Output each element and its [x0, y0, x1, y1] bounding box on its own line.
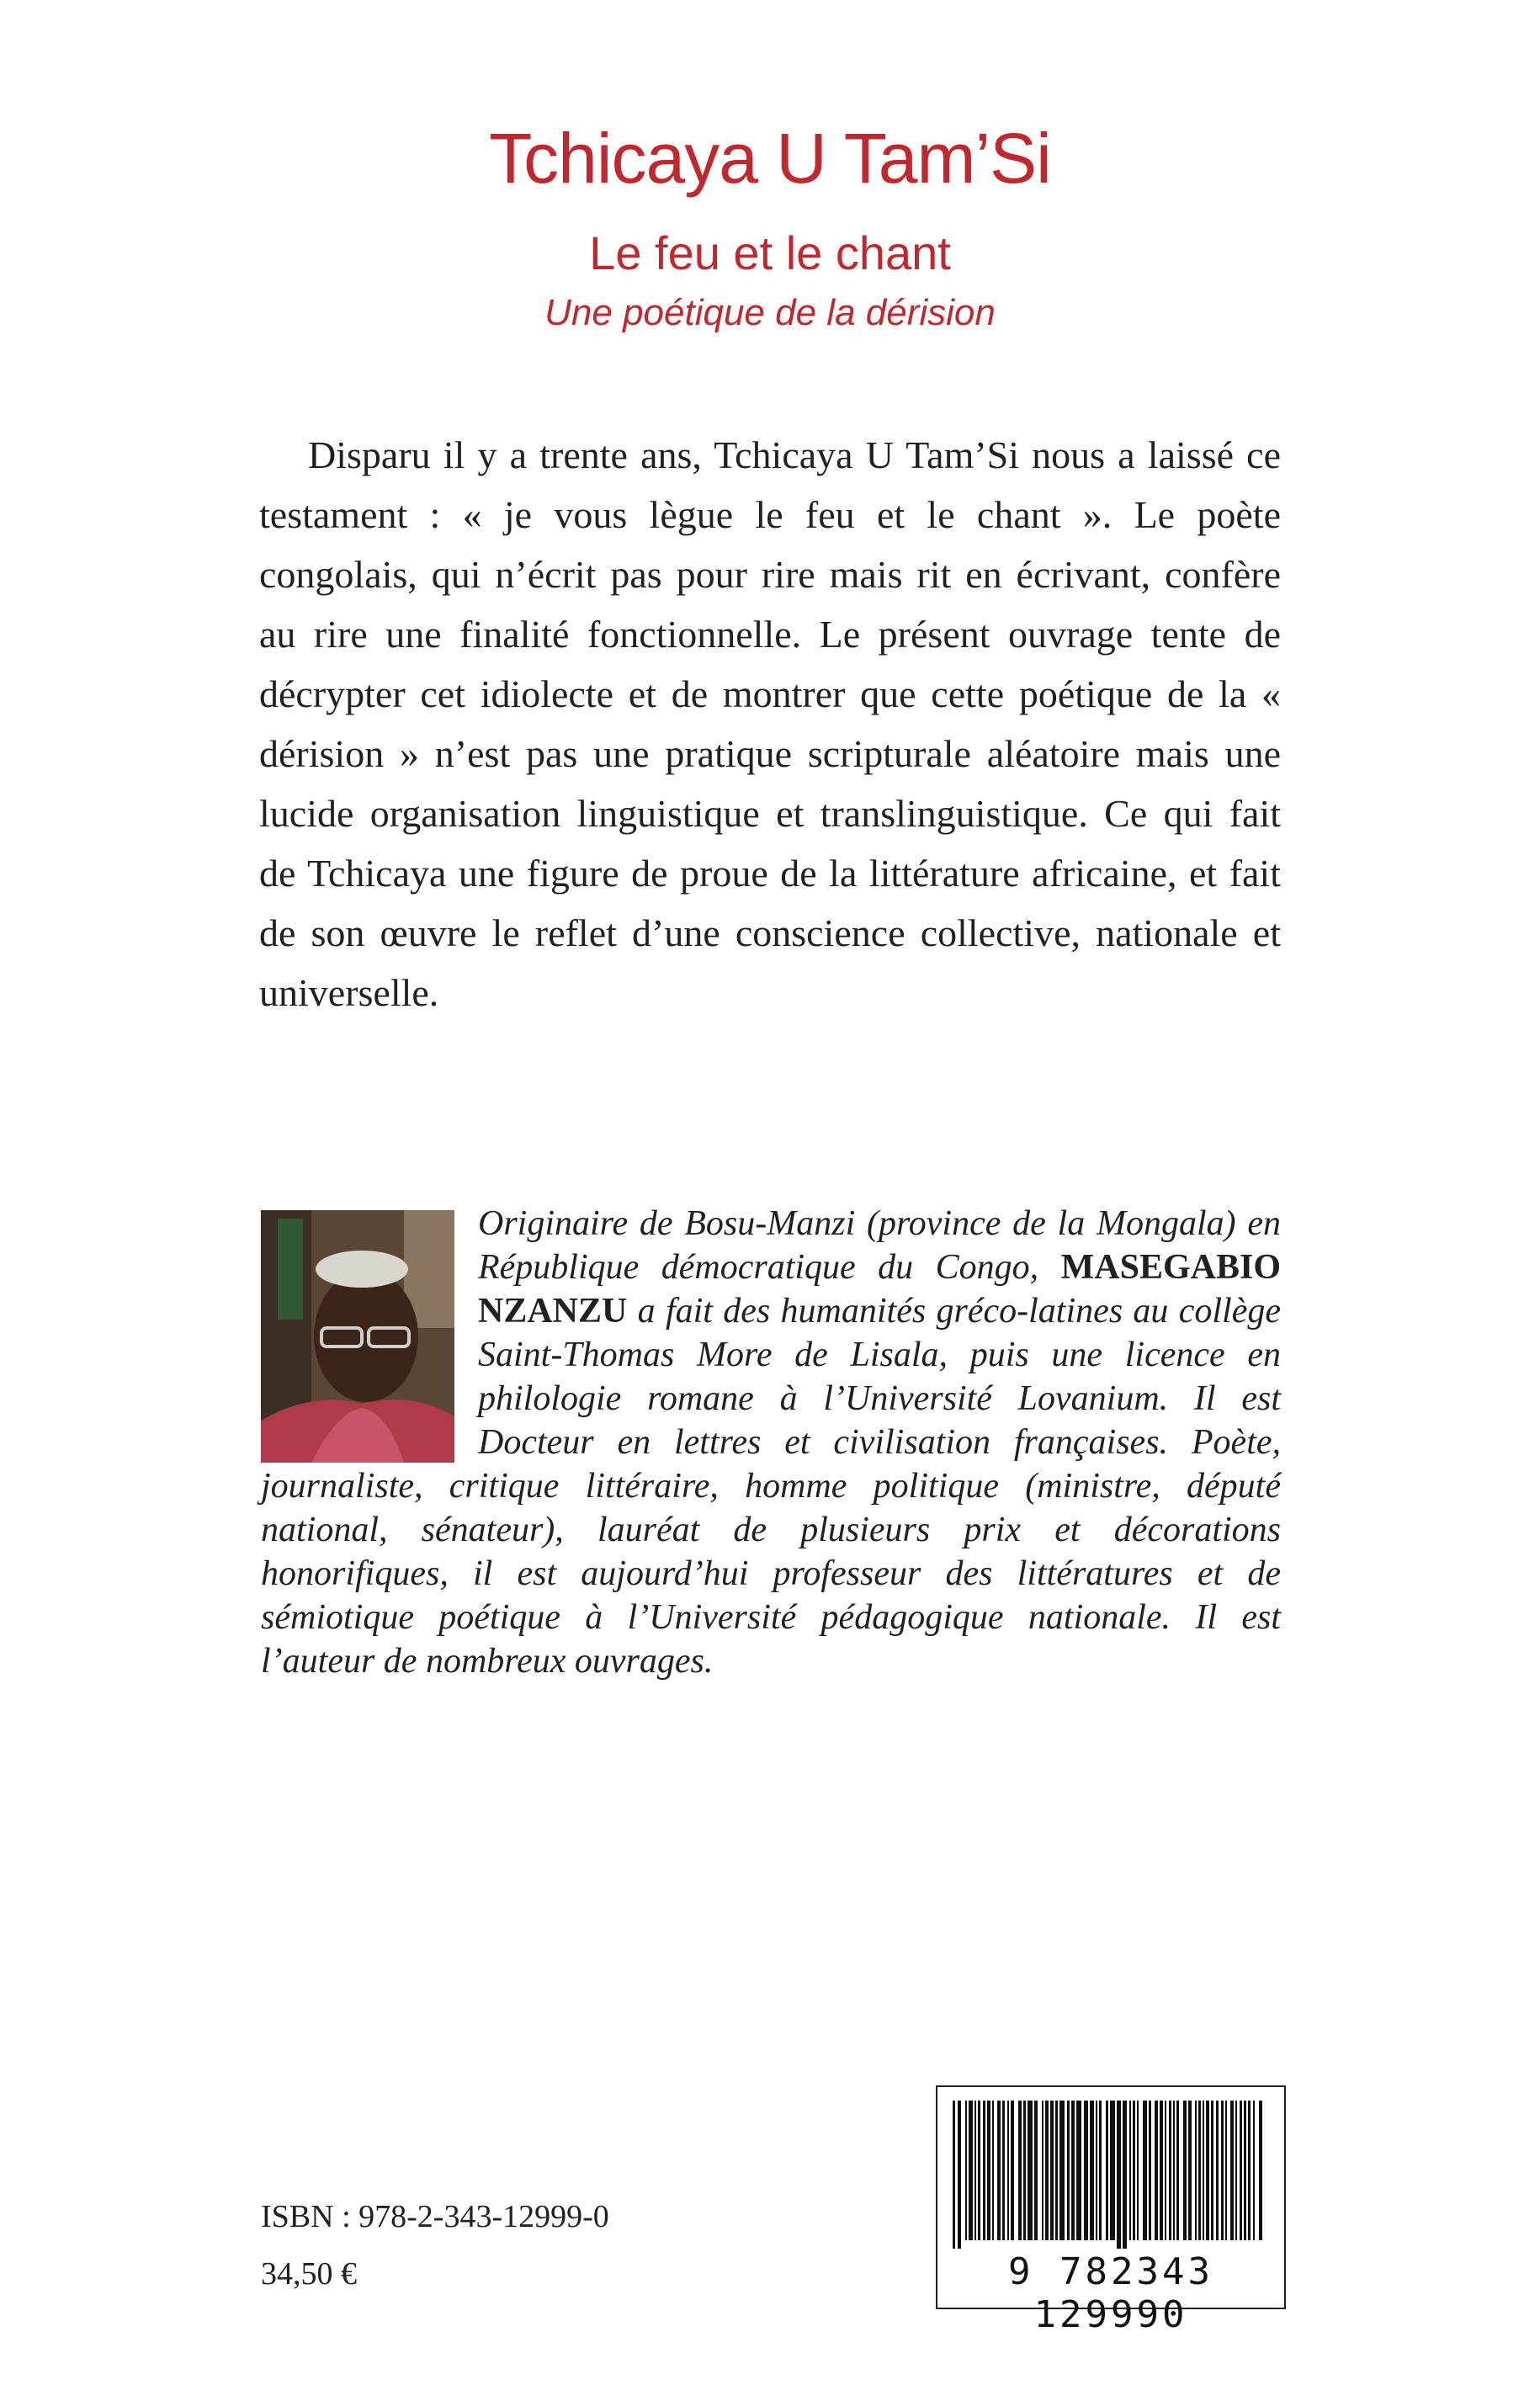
barcode-bar: [1023, 2101, 1026, 2240]
barcode-bar: [1206, 2101, 1209, 2240]
bio-author-name: MASEGABIO NZANZU: [478, 1248, 1281, 1331]
barcode-bar: [1090, 2101, 1094, 2240]
barcode-bar: [1137, 2101, 1139, 2240]
barcode-bar: [953, 2101, 955, 2249]
barcode-bar: [1225, 2101, 1227, 2240]
barcode-bar: [1188, 2101, 1192, 2240]
barcode-bar: [1244, 2101, 1246, 2240]
barcode-bar: [1133, 2101, 1135, 2240]
barcode-bar: [1195, 2101, 1197, 2240]
bio-text-part2: a fait des humanités gréco-latines au collège Saint-Thomas More de Lisala, puis une licence en philologie romane à l’Université Lovanium. Il est Docteur en lettres et civilisation françaises. Poète, journaliste, critique littéraire, homme politique (ministre, député national, sénateur), lauréat de plusieurs prix et décorations honorifiques, il est aujourd’hui professeur des littératures et de sémiotique poétique à l’Université pédagogique nationale. Il est l’auteur de nombreux ouvrages.: [261, 1292, 1281, 1681]
barcode-bar: [1042, 2101, 1043, 2240]
barcode-bar: [1071, 2101, 1075, 2240]
barcode-bar: [1067, 2101, 1070, 2240]
barcode-bar: [997, 2101, 1001, 2240]
barcode-bar: [1084, 2101, 1088, 2240]
barcode-bar: [965, 2101, 967, 2240]
barcode-bar: [1099, 2101, 1102, 2240]
book-subtitle: Une poétique de la dérision: [544, 292, 996, 333]
barcode-bar: [1176, 2101, 1179, 2240]
barcode-bar: [1165, 2101, 1166, 2240]
barcode-bar: [1055, 2101, 1058, 2240]
barcode-bar: [1248, 2101, 1251, 2240]
barcode-bar: [1106, 2101, 1108, 2240]
barcode-bar: [1221, 2101, 1224, 2240]
barcode-bar: [1007, 2101, 1009, 2240]
barcode-bar: [1211, 2101, 1213, 2240]
barcode-bar: [1143, 2101, 1147, 2240]
barcode-bar: [1173, 2101, 1175, 2240]
barcode-bar: [987, 2101, 990, 2240]
barcode-bar: [1011, 2101, 1014, 2240]
barcode-bar: [1110, 2101, 1115, 2240]
barcode-bar: [983, 2101, 985, 2240]
barcode: [936, 2085, 1286, 2336]
barcode-bar: [1034, 2101, 1038, 2240]
barcode-bar: [1018, 2101, 1022, 2240]
photo-text-wrap-spacer: [261, 1202, 478, 1454]
barcode-bar: [1028, 2101, 1033, 2240]
barcode-bar: [978, 2101, 980, 2240]
price-label: 34,50 €: [261, 2256, 357, 2292]
barcode-bar: [1129, 2101, 1131, 2240]
barcode-bar: [1117, 2101, 1121, 2249]
barcode-digits: 9 782343 129990: [1008, 2250, 1213, 2336]
barcode-bar: [1259, 2101, 1262, 2240]
barcode-bar: [1160, 2101, 1163, 2240]
author-biography: [261, 1202, 1281, 1683]
barcode-bar: [1123, 2101, 1127, 2249]
barcode-bar: [974, 2101, 976, 2240]
barcode-bar: [1045, 2101, 1049, 2240]
barcode-bar: [1096, 2101, 1097, 2240]
barcode-bar: [1235, 2101, 1237, 2240]
barcode-bar: [1050, 2101, 1054, 2240]
barcode-bar: [1203, 2101, 1204, 2240]
barcode-bar: [1002, 2101, 1005, 2240]
barcode-bar: [1155, 2101, 1158, 2240]
barcode-bar: [1149, 2101, 1151, 2240]
barcode-bar: [958, 2101, 961, 2249]
bio-text-part1: Originaire de Bosu-Manzi (province de la Mongala) en République démocratique du Congo,: [478, 1204, 1281, 1287]
barcode-bar: [1216, 2101, 1219, 2240]
barcode-bar: [1253, 2101, 1255, 2240]
barcode-bars: [953, 2101, 1269, 2249]
barcode-bar: [1198, 2101, 1201, 2240]
barcode-bar: [1230, 2101, 1234, 2240]
book-author-subject: Tchicaya U Tam’Si: [489, 119, 1051, 198]
isbn-number: ISBN : 978-2-343-12999-0: [261, 2199, 609, 2234]
barcode-bar: [1076, 2101, 1081, 2240]
barcode-bar: [992, 2101, 994, 2240]
back-cover-blurb: Disparu il y a trente ans, Tchicaya U Tam’Si nous a laissé ce testament : « je vous lègue le feu et le chant ». Le poète congolais, qui n’écrit pas pour rire mais rit en écrivant, confère au rire une finalité fonctionnelle. Le présent ouvrage tente de décrypter cet idiolecte et de montrer que cette poétique de la « dérision » n’est pas une pratique scripturale aléatoire mais une lucide organisation linguistique et translinguistique. Ce qui fait de Tchicaya une figure de proue de la littérature africaine, et fait de son œuvre le reflet d’une conscience collective, nationale et universelle.: [259, 433, 1281, 1014]
barcode-bar: [969, 2101, 973, 2240]
barcode-bar: [1183, 2101, 1187, 2240]
book-title: Le feu et le chant: [589, 226, 951, 279]
barcode-bar: [1240, 2101, 1242, 2240]
barcode-bar: [1059, 2101, 1065, 2240]
barcode-bar: [1169, 2101, 1171, 2240]
